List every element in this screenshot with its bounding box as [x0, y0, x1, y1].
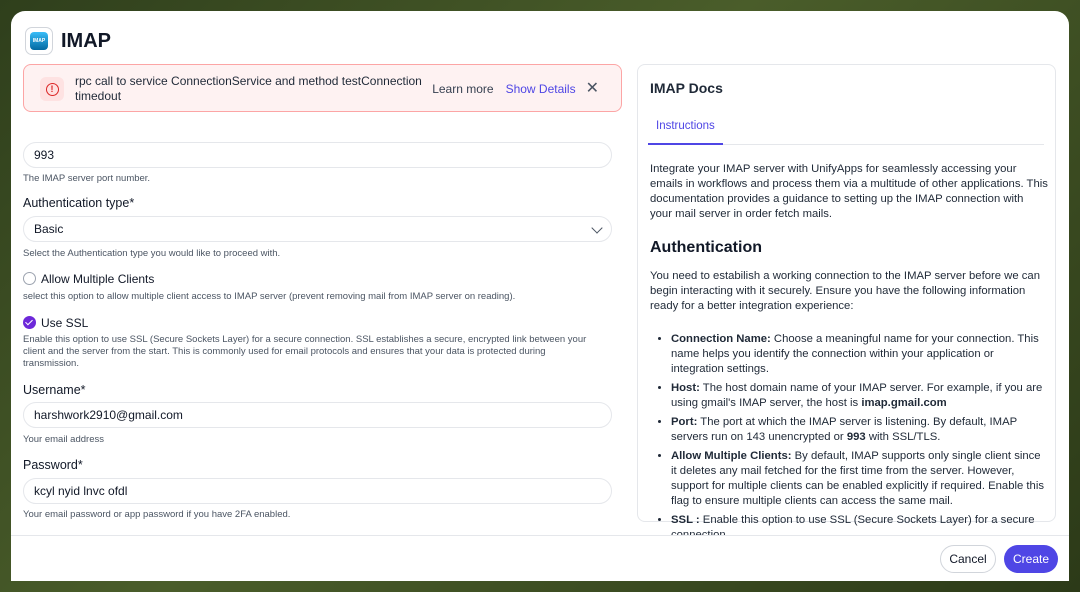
page-title: IMAP [61, 29, 111, 52]
docs-item-host: • Host: The host domain name of your IMAP server. For example, if you are using gmail's IMAP server, the host is imap.gmail.com [671, 381, 1048, 411]
docs-item-port: • Port: The port at which the IMAP server is listening. By default, IMAP servers run on 143 unencrypted or 993 with SSL/TLS. [671, 415, 1048, 445]
alert-message: rpc call to service ConnectionService and method testConnection timedout [75, 74, 422, 103]
docs-list [650, 332, 1048, 543]
allow-multiple-clients-label[interactable]: Allow Multiple Clients [41, 272, 155, 286]
alert-actions [432, 82, 599, 96]
docs-item-ssl: • SSL : Enable this option to use SSL (Secure Sockets Layer) for a secure [671, 513, 1048, 543]
port-input[interactable] [23, 142, 612, 168]
create-button[interactable]: Create [1004, 545, 1058, 573]
imap-connection-modal [11, 11, 1069, 581]
auth-type-label: Authentication type* [23, 196, 135, 210]
allow-multiple-clients-checkbox[interactable] [23, 272, 36, 285]
learn-more-link[interactable]: Learn more [432, 82, 494, 96]
docs-intro: Integrate your IMAP server with UnifyApps for seamlessly accessing your emails in workflows and process them via a multitude of other applications. This documentation provides a guidance to setting up the IMAP connection with your mail server in order fetch mails. [650, 163, 1048, 220]
username-value: harshwork2910@gmail.com [34, 408, 183, 422]
use-ssl-help: Enable this option to use SSL (Secure Sockets Layer) for a secure connection. SSL establishes a secure, encrypted link between your client and the server from the start. This is commonly used for email protocols and ensures that your data is protected during transmission. [23, 334, 587, 369]
docs-item-multiple-clients: • Allow Multiple Clients: By default, IMAP supports only single client since it deletes any mail fetched for the first time from the server. However, support for multiple clients can be enabled explicitly if required. Enable this flag to ensure multiple clients can access the same mail. [671, 449, 1048, 509]
error-alert [23, 64, 622, 112]
port-help: The IMAP server port number. [23, 173, 151, 184]
password-help: Your email password or app password if you have 2FA enabled. [23, 509, 291, 520]
allow-multiple-clients-help: select this option to allow multiple client access to IMAP server (prevent removing mail from IMAP server on reading). [23, 291, 516, 302]
use-ssl-checkbox[interactable] [23, 316, 36, 329]
show-details-link[interactable]: Show Details [505, 82, 576, 96]
docs-content [650, 162, 1048, 547]
close-icon[interactable]: ✕ [585, 80, 599, 97]
password-value: kcyl nyid lnvc ofdl [34, 484, 128, 498]
modal-header [25, 21, 111, 61]
password-input[interactable] [23, 478, 612, 504]
docs-auth-heading: Authentication [650, 239, 762, 256]
tab-instructions[interactable]: Instructions [648, 109, 723, 145]
docs-item-connection-name: • Connection Name: Choose a meaningful name for your connection. This name helps you identify the connection within your application or integration settings. [671, 332, 1048, 377]
auth-type-help: Select the Authentication type you would like to proceed with. [23, 248, 281, 259]
docs-tabs [648, 109, 1044, 145]
port-value: 993 [34, 148, 55, 162]
username-label: Username* [23, 383, 86, 397]
chevron-down-icon [591, 222, 602, 233]
username-input[interactable] [23, 402, 612, 428]
modal-footer [11, 535, 1069, 581]
imap-logo-icon: IMAP [30, 32, 48, 50]
docs-title: IMAP Docs [650, 80, 723, 96]
auth-type-value: Basic [34, 222, 64, 236]
password-label: Password* [23, 458, 83, 472]
cancel-button[interactable]: Cancel [940, 545, 996, 573]
docs-auth-text: You need to estabilish a working connection to the IMAP server before we can begin interacting with it securely. Ensure you have the following information ready for a better integration experience: [650, 270, 1040, 312]
imap-logo [25, 27, 53, 55]
alert-icon: ! [40, 77, 64, 101]
connection-form [23, 64, 622, 534]
docs-panel[interactable] [637, 64, 1056, 526]
auth-type-select[interactable] [23, 216, 612, 242]
use-ssl-label[interactable]: Use SSL [41, 316, 89, 330]
username-help: Your email address [23, 434, 104, 445]
